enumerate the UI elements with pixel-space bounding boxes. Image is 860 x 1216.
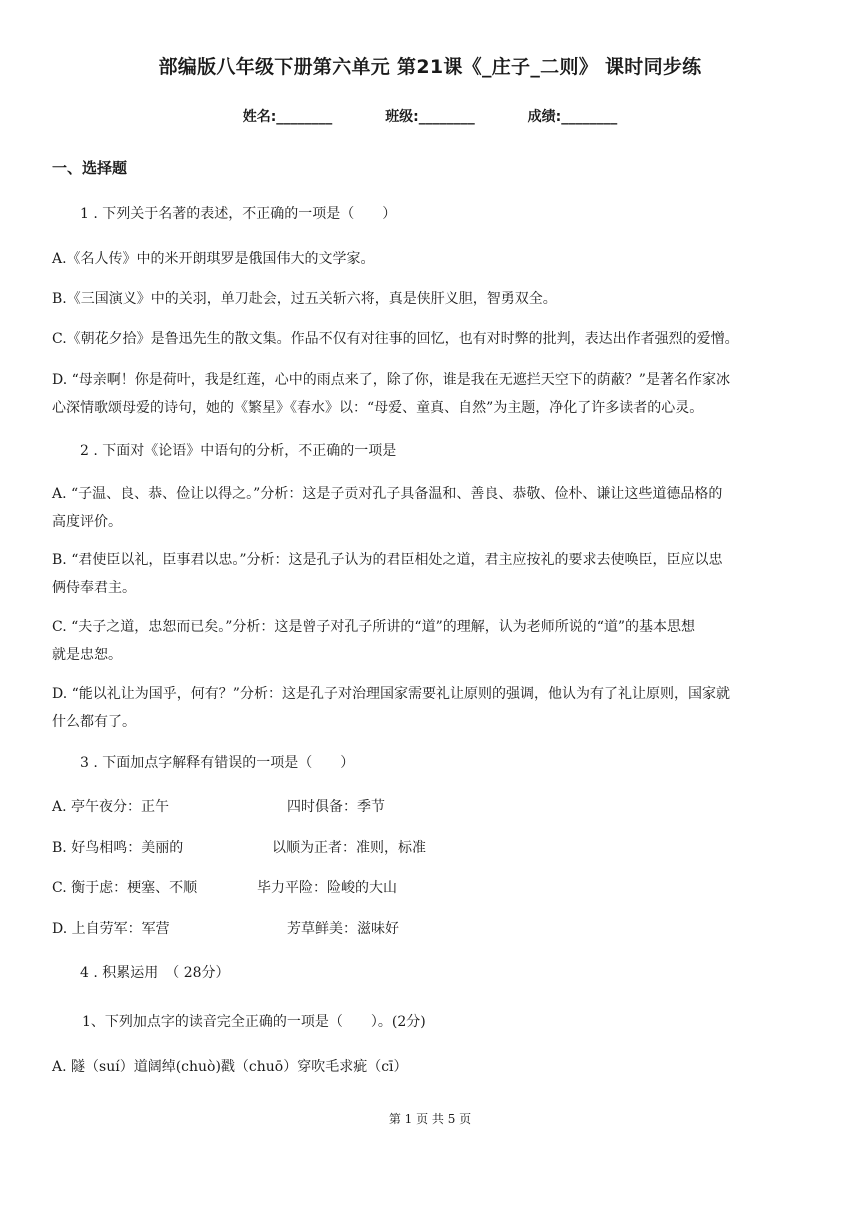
question-1-option-c: C.《朝花夕拾》是鲁迅先生的散文集。作品不仅有对往事的回忆，也有对时弊的批判，表达出作者强烈的爱憎。 — [52, 331, 739, 347]
question-2-option-b-line1: B. “君使臣以礼，臣事君以忠。”分析：这是孔子认为的君臣相处之道，君主应按礼的要求去使唤臣，臣应以忠 — [52, 552, 723, 568]
question-2-option-c-line2: 就是忠恕。 — [52, 647, 122, 663]
question-2-option-a-line1: A. “子温、良、恭、俭让以得之。”分析：这是子贡对孔子具备温和、善良、恭敬、俭朴、谦让这些道德品格的 — [52, 486, 723, 502]
question-3-option-c-right: 毕力平险：险峻的大山 — [257, 880, 397, 896]
question-2-option-c-line1: C. “夫子之道，忠恕而已矣。”分析：这是曾子对孔子所讲的“道”的理解，认为老师所说的“道”的基本思想 — [52, 619, 696, 635]
question-4-stem: 4 . 积累运用 （ 28分） — [80, 965, 230, 981]
question-1-option-d-line1: D. “母亲啊！你是荷叶，我是红莲，心中的雨点来了，除了你，谁是我在无遮拦天空下的荫蔽？”是著名作家冰 — [52, 372, 730, 388]
question-3-option-b — [52, 834, 812, 862]
question-3-option-d-left: D. 上自劳军：军营 — [52, 921, 170, 937]
document-title: 部编版八年级下册第六单元 第21课《_庄子_二则》 课时同步练 — [158, 56, 702, 78]
name-field: 姓名:________ — [242, 109, 333, 125]
section-heading: 一、选择题 — [52, 159, 128, 177]
question-1-stem: 1 . 下列关于名著的表述，不正确的一项是（ ） — [80, 206, 397, 222]
question-1-option-d-line2: 心深情歌颂母爱的诗句，她的《繁星》《春水》以：“母爱、童真、自然”为主题，净化了许多读者的心灵。 — [52, 400, 704, 416]
question-2-option-b-line2: 俩侍奉君主。 — [52, 580, 136, 596]
class-field: 班级:________ — [385, 109, 475, 125]
question-3-option-d-right: 芳草鲜美：滋味好 — [287, 921, 399, 937]
question-3-option-a-right: 四时俱备：季节 — [287, 799, 385, 815]
question-1-option-b: B.《三国演义》中的关羽，单刀赴会，过五关斩六将，真是侠肝义胆，智勇双全。 — [52, 291, 557, 307]
score-field: 成绩:________ — [527, 109, 618, 125]
question-3-option-c-left: C. 衡于虑：梗塞、不顺 — [52, 880, 198, 896]
question-3-option-b-left: B. 好鸟相鸣：美丽的 — [52, 840, 184, 856]
question-3-option-a-left: A. 亭午夜分：正午 — [52, 799, 170, 815]
question-2-option-d-line1: D. “能以礼让为国乎，何有？”分析：这是孔子对治理国家需要礼让原则的强调，他认为有了礼让原则，国家就 — [52, 686, 730, 702]
question-3-option-a — [52, 793, 812, 821]
question-3-option-d — [52, 915, 812, 943]
question-1-option-a: A.《名人传》中的米开朗琪罗是俄国伟大的文学家。 — [52, 251, 375, 267]
question-2-stem: 2 . 下面对《论语》中语句的分析，不正确的一项是 — [80, 443, 397, 459]
question-4-option-a: A. 隧（suí）道阔绰(chuò)戳（chuō）穿吹毛求疵（cī） — [52, 1059, 408, 1075]
question-4-sub-1: 1、下列加点字的读音完全正确的一项是（ ）。(2分) — [82, 1014, 426, 1030]
question-2-option-a-line2: 高度评价。 — [52, 514, 122, 530]
question-3-option-c — [52, 874, 812, 902]
question-2-option-d-line2: 什么都有了。 — [52, 714, 136, 730]
question-3-option-b-right: 以顺为正者：准则，标准 — [272, 840, 426, 856]
question-3-stem: 3 . 下面加点字解释有错误的一项是（ ） — [80, 755, 355, 771]
page-footer: 第 1 页 共 5 页 — [388, 1112, 472, 1126]
student-info-row — [0, 106, 860, 126]
